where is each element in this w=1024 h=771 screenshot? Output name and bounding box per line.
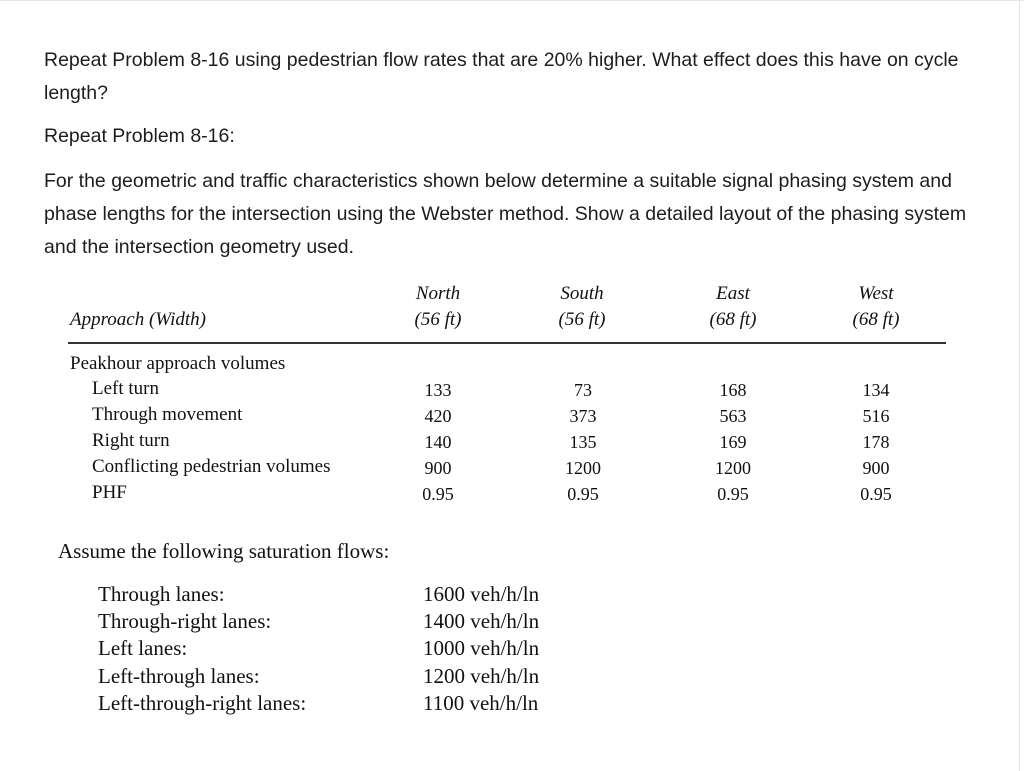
saturation-value-left-through-right: 1100 veh/h/ln (423, 691, 539, 715)
question-line-instructions: For the geometric and traffic characteristics shown below determine a suitable signal phasing system and phase lengths for the intersection using the Webster method. Show a detailed layout of the phasing system and the intersection geometry used. (44, 170, 967, 258)
table-cell: 168 (719, 380, 747, 400)
table-header-approach: Approach (Width) (70, 309, 206, 330)
table-cell: 0.95 (422, 484, 454, 504)
saturation-label-through: Through lanes: (98, 582, 225, 606)
right-border (1019, 0, 1020, 771)
table-cell: 373 (569, 406, 597, 426)
saturation-title: Assume the following saturation flows: (58, 539, 390, 563)
column-width-west: (68 ft) (852, 309, 900, 330)
table-cell: 134 (862, 380, 890, 400)
row-label-through: Through movement (92, 404, 243, 425)
table-header-rule (68, 342, 946, 344)
column-header-west (826, 281, 926, 333)
table-cell: 169 (719, 432, 747, 452)
table-cell: 900 (424, 458, 452, 478)
saturation-value-left: 1000 veh/h/ln (423, 636, 540, 660)
column-width-east: (68 ft) (709, 309, 757, 330)
table-cell: 140 (424, 432, 452, 452)
table-cell: 1200 (565, 458, 601, 478)
column-name-west: West (858, 283, 894, 304)
table-cell: 178 (862, 432, 890, 452)
column-name-east: East (716, 283, 750, 304)
row-label-right-turn: Right turn (92, 430, 170, 451)
saturation-label-left-through-right: Left-through-right lanes: (98, 691, 307, 715)
column-name-south: South (560, 283, 604, 304)
row-label-phf: PHF (92, 482, 127, 503)
table-cell: 0.95 (860, 484, 892, 504)
column-header-south (532, 281, 632, 333)
table-cell: 0.95 (717, 484, 749, 504)
column-width-south: (56 ft) (558, 309, 606, 330)
saturation-label-left-through: Left-through lanes: (98, 664, 260, 688)
table-cell: 516 (862, 406, 890, 426)
saturation-value-through: 1600 veh/h/ln (423, 582, 540, 606)
column-name-north: North (415, 283, 461, 304)
saturation-label-left: Left lanes: (98, 636, 188, 660)
saturation-label-through-right: Through-right lanes: (98, 609, 272, 633)
top-border (0, 0, 1024, 1)
table-cell: 900 (862, 458, 890, 478)
column-header-east (683, 281, 783, 333)
table-cell: 73 (574, 380, 592, 400)
saturation-value-left-through: 1200 veh/h/ln (423, 664, 540, 688)
question-text (44, 44, 984, 264)
column-width-north: (56 ft) (414, 309, 462, 330)
row-label-pedestrian: Conflicting pedestrian volumes (92, 456, 331, 477)
table-cell: 0.95 (567, 484, 599, 504)
column-header-north (388, 281, 488, 333)
question-line-repeat: Repeat Problem 8-16: (44, 125, 235, 147)
saturation-value-through-right: 1400 veh/h/ln (423, 609, 540, 633)
table-cell: 420 (424, 406, 452, 426)
question-line-repeat-higher: Repeat Problem 8-16 using pedestrian flow rates that are 20% higher. What effect does this have on cycle length? (44, 49, 959, 104)
table-cell: 563 (719, 406, 747, 426)
row-label-left-turn: Left turn (92, 378, 160, 399)
table-cell: 1200 (715, 458, 751, 478)
section-label-volumes: Peakhour approach volumes (70, 353, 286, 374)
table-cell: 135 (569, 432, 597, 452)
table-cell: 133 (424, 380, 452, 400)
